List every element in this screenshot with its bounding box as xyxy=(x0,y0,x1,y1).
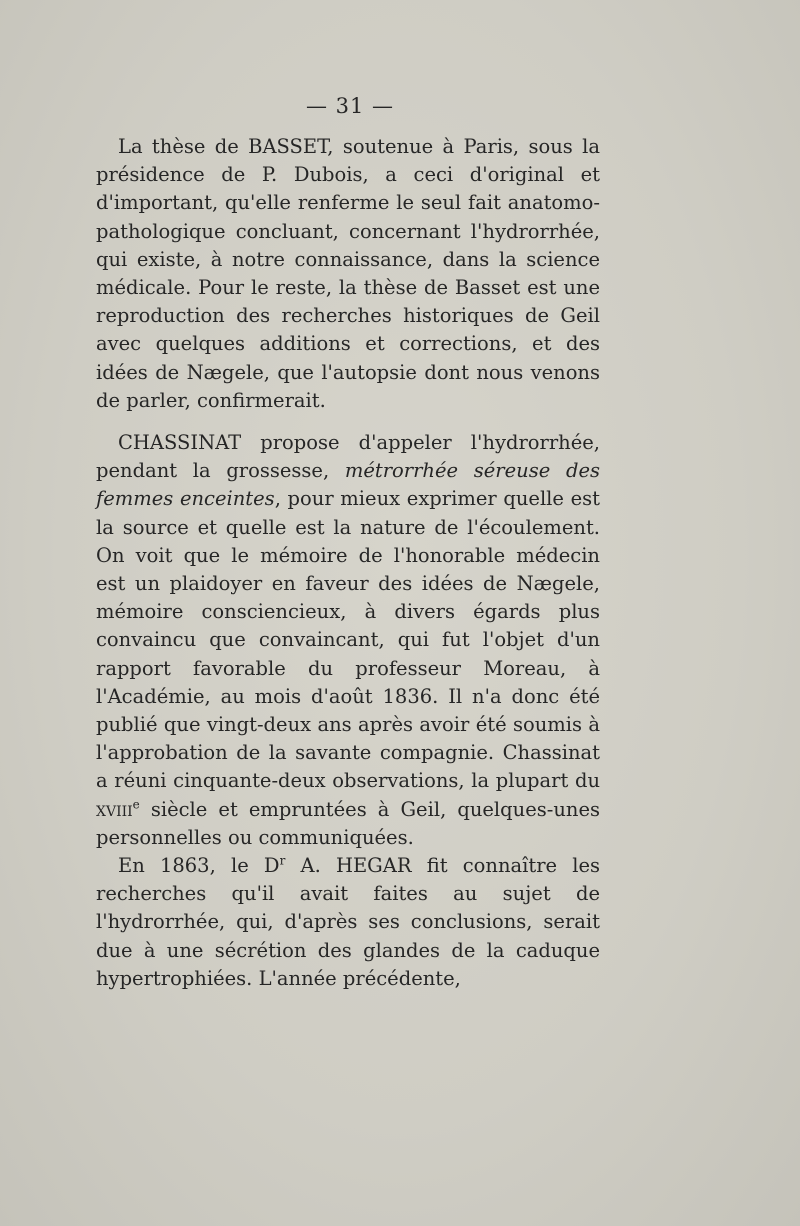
italic-term: métrorrhée séreuse des femmes enceintes xyxy=(96,459,600,511)
paragraph-hegar xyxy=(96,852,600,993)
century-superscript: e xyxy=(132,797,140,812)
paragraph-text: propose d'appeler l'hydrorrhée, pendant la grossesse, xyxy=(96,431,600,483)
paragraph-lead: En 1863, le D xyxy=(118,854,280,877)
paragraph-text: siècle et empruntées à Geil, quelques-unes personnelles ou communiquées. xyxy=(96,797,600,849)
century-numeral: xviii xyxy=(96,797,133,821)
author-name: A. HEGAR xyxy=(285,854,412,877)
paragraph-chassinat xyxy=(96,429,600,852)
paragraph-basset xyxy=(96,133,600,415)
doctor-superscript: r xyxy=(279,853,286,868)
author-name: BASSET xyxy=(248,135,328,158)
paragraph-text: , pour mieux exprimer quelle est la source et quelle est la nature de l'écoulement. On voit que le mémoire de l'honorable médecin est un plaidoyer en faveur des idées de Nægele, mémoire consciencieux, à divers égards plus convaincu que convaincant, qui fut l'objet d'un rapport favorable du professeur Moreau, à l'Académie, au mois d'août 1836. Il n'a donc été publié que vingt-deux ans après avoir été soumis à l'approbation de la savante compagnie. Chassinat a réuni cinquante-deux observations, la plupart du xyxy=(96,487,600,793)
author-name: CHASSINAT xyxy=(118,431,242,454)
paragraph-text: , soutenue à Paris, sous la présidence de P. Dubois, a ceci d'original et d'important, qu'elle renferme le seul fait anatomo-pathologique concluant, concernant l'hydrorrhée, qui existe, à notre connaissance, dans la science médicale. Pour le reste, la thèse de Basset est une reproduction des recherches historiques de Geil avec quelques additions et corrections, et des idées de Nægele, que l'autopsie dont nous venons de parler, confirmerait. xyxy=(96,135,600,412)
paragraph-lead: La thèse de xyxy=(118,135,249,158)
paragraph-text: fit connaître les recherches qu'il avait faites au sujet de l'hydrorrhée, qui, d'après ses conclusions, serait due à une sécrétion des glandes de la caduque hypertrophiées. L'année précédente, xyxy=(96,854,601,990)
page-number: — 31 — xyxy=(305,94,395,118)
